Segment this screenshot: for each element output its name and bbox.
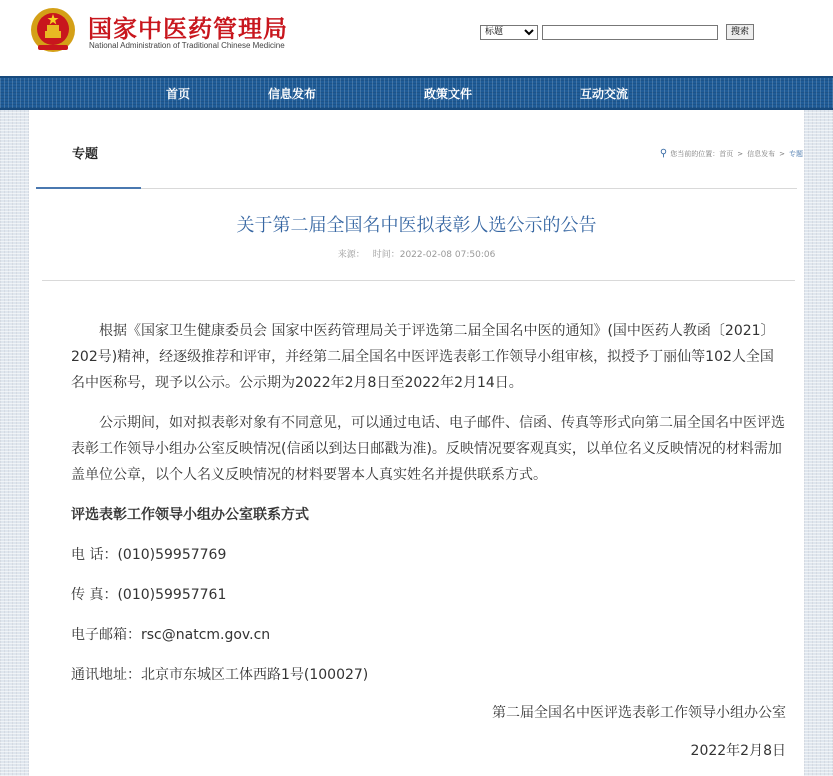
- search-input[interactable]: [542, 25, 718, 40]
- main-nav: [0, 76, 833, 110]
- breadcrumb-topic[interactable]: 专题: [789, 149, 803, 158]
- nav-info-release[interactable]: 信息发布: [268, 87, 317, 101]
- breadcrumb-info-release[interactable]: 信息发布: [747, 149, 776, 158]
- source-label: 来源：: [337, 250, 365, 260]
- nav-policy-documents[interactable]: 政策文件: [424, 87, 473, 101]
- publish-time: 2022-02-08 07:50:06: [399, 250, 496, 260]
- breadcrumb-label: 您当前的位置：: [670, 149, 720, 158]
- national-emblem-icon: [30, 7, 76, 53]
- section-header: [36, 110, 803, 189]
- article-body: [71, 318, 786, 764]
- site-header: [0, 0, 833, 76]
- signature-date: 2022年2月8日: [690, 743, 786, 759]
- site-logo-text[interactable]: 国家中医药管理局: [88, 14, 288, 43]
- title-divider: [42, 280, 795, 281]
- site-logo-english: National Administration of Traditional Chinese Medicine: [89, 41, 285, 50]
- search-button[interactable]: 搜索: [726, 24, 754, 40]
- paragraph-1: 根据《国家卫生健康委员会 国家中医药管理局关于评选第二届全国名中医的通知》(国中医药人教函〔2021〕202号)精神，经逐级推荐和评审，并经第二届全国名中医评选表彰工作领导小组审核，拟授予丁丽仙等102人全国名中医称号，现予以公示。公示期为2022年2月8日至2022年2月14日。: [71, 323, 775, 391]
- contact-fax: 传 真：(010)59957761: [71, 587, 227, 603]
- search-bar: [480, 24, 754, 40]
- section-title-underline: [36, 187, 141, 189]
- breadcrumb: ⚲ 您当前的位置： 首页 > 信息发布 > 专题: [659, 148, 803, 159]
- nav-home[interactable]: 首页: [166, 87, 191, 101]
- time-label: 时间：: [372, 250, 400, 260]
- section-title: 专题: [72, 147, 99, 162]
- article-meta: [29, 247, 804, 260]
- contact-email: 电子邮箱：rsc@natcm.gov.cn: [71, 627, 271, 643]
- nav-interaction[interactable]: 互动交流: [580, 87, 629, 101]
- left-side-pattern: [0, 110, 29, 776]
- contact-title: 评选表彰工作领导小组办公室联系方式: [71, 507, 309, 523]
- paragraph-2: 公示期间，如对拟表彰对象有不同意见，可以通过电话、电子邮件、信函、传真等形式向第二届全国名中医评选表彰工作领导小组办公室反映情况(信函以到达日邮戳为准)。反映情况要客观真实，以单位名义反映情况的材料需加盖单位公章，以个人名义反映情况的材料要署本人真实姓名并提供联系方式。: [71, 415, 785, 483]
- contact-address: 通讯地址：北京市东城区工体西路1号(100027): [71, 667, 369, 683]
- breadcrumb-home[interactable]: 首页: [719, 149, 734, 158]
- right-side-pattern: [804, 110, 833, 776]
- location-pin-icon: ⚲: [659, 148, 668, 159]
- contact-phone: 电 话：(010)59957769: [71, 547, 227, 563]
- main-content: [29, 110, 804, 776]
- search-field-select[interactable]: [480, 25, 538, 40]
- signature: 第二届全国名中医评选表彰工作领导小组办公室: [492, 705, 786, 721]
- article-title: 关于第二届全国名中医拟表彰人选公示的公告: [236, 215, 597, 236]
